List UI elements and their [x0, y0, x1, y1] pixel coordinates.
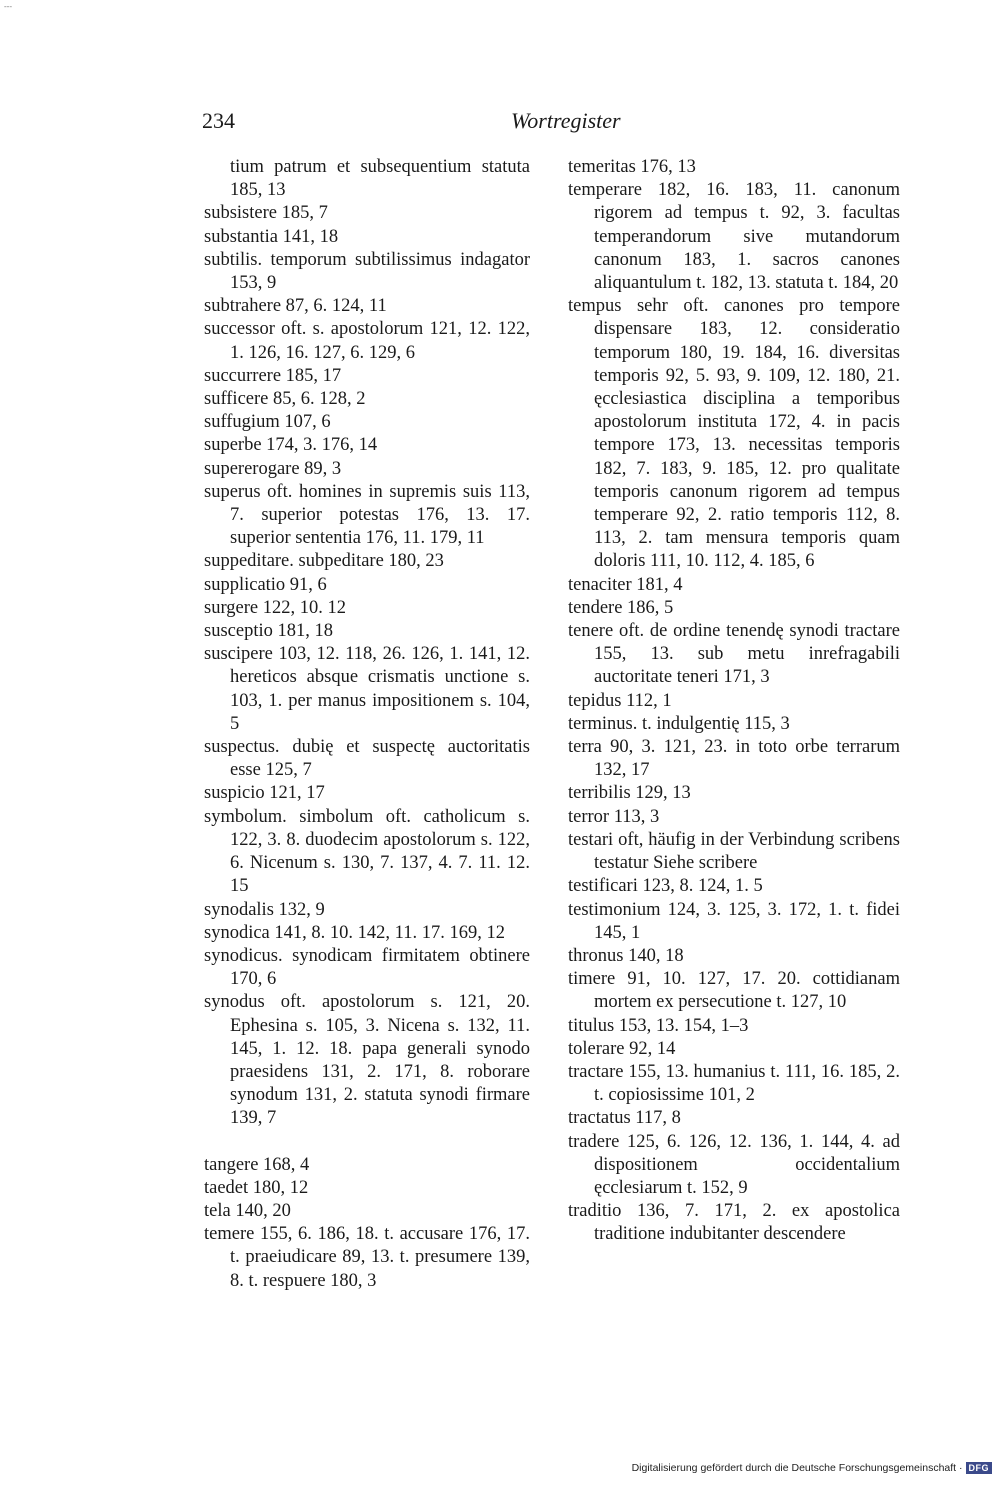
- index-entry: tradere 125, 6. 126, 12. 136, 1. 144, 4. ad dispositionem occidentalium ęcclesiarum t. 152, 9: [568, 1131, 900, 1198]
- index-entry: tangere 168, 4: [204, 1154, 310, 1175]
- index-entry: sufficere 85, 6. 128, 2: [204, 389, 366, 410]
- index-entry: terribilis 129, 13: [568, 783, 691, 804]
- index-entry: suppeditare. subpeditare 180, 23: [204, 551, 444, 572]
- index-entry: successor oft. s. apostolorum 121, 12. 122, 1. 126, 16. 127, 6. 129, 6: [204, 319, 530, 363]
- index-entry: supplicatio 91, 6: [204, 574, 327, 595]
- index-entry: suspectus. dubię et suspectę auctoritatis esse 125, 7: [204, 737, 530, 781]
- index-entry: temperare 182, 16. 183, 11. canonum rigorem ad tempus t. 92, 3. facultas temperandorum sive mutandorum canonum 183, 1. sacros canones aliquantulum t. 182, 13. statuta t. 184, 20: [568, 180, 900, 294]
- index-entry: terra 90, 3. 121, 23. in toto orbe terrarum 132, 17: [568, 737, 900, 781]
- index-entry: surgere 122, 10. 12: [204, 597, 346, 618]
- index-entry: tempus sehr oft. canones pro tempore dispensare 183, 12. consideratio temporum 180, 19. 184, 16. diversitas temporis 92, 5. 93, 9. 109, 12. 180, 21. ęcclesiastica disciplina a temporibus apostolorum instituta 172, 4. in pacis tempore 173, 13. necessitas temporis 182, 7. 183, 9. 185, 12. pro qualitate temporis canonum rigorem ad tempus temperare 92, 2. ratio temporis 112, 8. 113, 2. tam mensura temporis quam doloris 111, 10. 112, 4. 185, 6: [568, 296, 900, 572]
- index-entry: temeritas 176, 13: [568, 157, 696, 177]
- running-title: Wortregister: [511, 108, 621, 133]
- index-entry: traditio 136, 7. 171, 2. ex apostolica traditione indubitanter descendere: [568, 1201, 900, 1245]
- index-entry: titulus 153, 13. 154, 1–3: [568, 1015, 749, 1036]
- index-entry: tepidus 112, 1: [568, 690, 672, 711]
- index-entry: tium patrum et subsequentium statuta 185, 13: [230, 157, 530, 201]
- index-column-right: [568, 156, 900, 1247]
- index-entry: symbolum. simbolum oft. catholicum s. 122, 3. 8. duodecim apostolorum s. 122, 6. Nicenum s. 130, 7. 137, 4. 7. 11. 12. 15: [204, 806, 530, 897]
- dfg-logo: DFG: [966, 1462, 993, 1474]
- index-entry: supererogare 89, 3: [204, 458, 342, 479]
- index-entry: substantia 141, 18: [204, 226, 339, 247]
- index-entry: thronus 140, 18: [568, 945, 684, 966]
- index-column-left: [204, 156, 530, 1293]
- index-entry: terminus. t. indulgentię 115, 3: [568, 713, 790, 734]
- index-entry: tractare 155, 13. humanius t. 111, 16. 185, 2. t. copiosissime 101, 2: [568, 1061, 900, 1106]
- index-entry: suscipere 103, 12. 118, 26. 126, 1. 141, 12. hereticos absque crismatis unctione s. 103, 1. per manus impositionem s. 104, 5: [204, 644, 530, 734]
- index-entry: tolerare 92, 14: [568, 1038, 676, 1059]
- index-entry: superbe 174, 3. 176, 14: [204, 435, 378, 456]
- index-entry: taedet 180, 12: [204, 1177, 309, 1198]
- index-entry: synodicus. synodicam firmitatem obtinere 170, 6: [204, 945, 530, 990]
- index-entry: tenere oft. de ordine tenendę synodi tractare 155, 13. sub metu inrefragabili auctoritate teneri 171, 3: [568, 621, 900, 688]
- index-entry: testimonium 124, 3. 125, 3. 172, 1. t. fidei 145, 1: [568, 899, 900, 943]
- page-number: 234: [202, 108, 235, 133]
- index-entry: succurrere 185, 17: [204, 365, 342, 386]
- index-entry: timere 91, 10. 127, 17. 20. cottidianam mortem ex persecutione t. 127, 10: [568, 969, 900, 1013]
- index-entry: susceptio 181, 18: [204, 621, 333, 642]
- footer: [632, 1462, 992, 1474]
- index-entry: testari oft, häufig in der Verbindung scribens testatur Siehe scribere: [568, 829, 900, 874]
- index-entry: tenaciter 181, 4: [568, 574, 683, 595]
- index-entry: suspicio 121, 17: [204, 783, 325, 804]
- footer-text: Digitalisierung gefördert durch die Deutsche Forschungsgemeinschaft ·: [631, 1462, 963, 1474]
- index-entry: superus oft. homines in supremis suis 113, 7. superior potestas 176, 13. 17. superior sententia 176, 11. 179, 11: [204, 481, 530, 549]
- index-entry: tractatus 117, 8: [568, 1108, 681, 1129]
- index-entry: subtrahere 87, 6. 124, 11: [204, 296, 387, 317]
- index-entry: suffugium 107, 6: [204, 412, 331, 433]
- index-entry: synodus oft. apostolorum s. 121, 20. Ephesina s. 105, 3. Nicena s. 132, 11. 145, 1. 12. 18. papa generali synodo praesidens 131, 2. 171, 8. roborare synodum 131, 2. statuta synodi firmare 139, 7: [204, 992, 530, 1129]
- index-entry: tendere 186, 5: [568, 597, 674, 618]
- index-entry: tela 140, 20: [204, 1200, 291, 1221]
- index-entry: synodica 141, 8. 10. 142, 11. 17. 169, 12: [204, 922, 505, 943]
- index-entry: subtilis. temporum subtilissimus indagator 153, 9: [204, 249, 530, 294]
- index-entry: synodalis 132, 9: [204, 899, 325, 920]
- index-entry: testificari 123, 8. 124, 1. 5: [568, 876, 763, 897]
- index-entry: subsistere 185, 7: [204, 203, 328, 224]
- index-entry: terror 113, 3: [568, 806, 660, 827]
- corner-mark: ---: [4, 2, 12, 11]
- index-entry: temere 155, 6. 186, 18. t. accusare 176, 17. t. praeiudicare 89, 13. t. presumere 139, 8. t. respuere 180, 3: [204, 1224, 530, 1291]
